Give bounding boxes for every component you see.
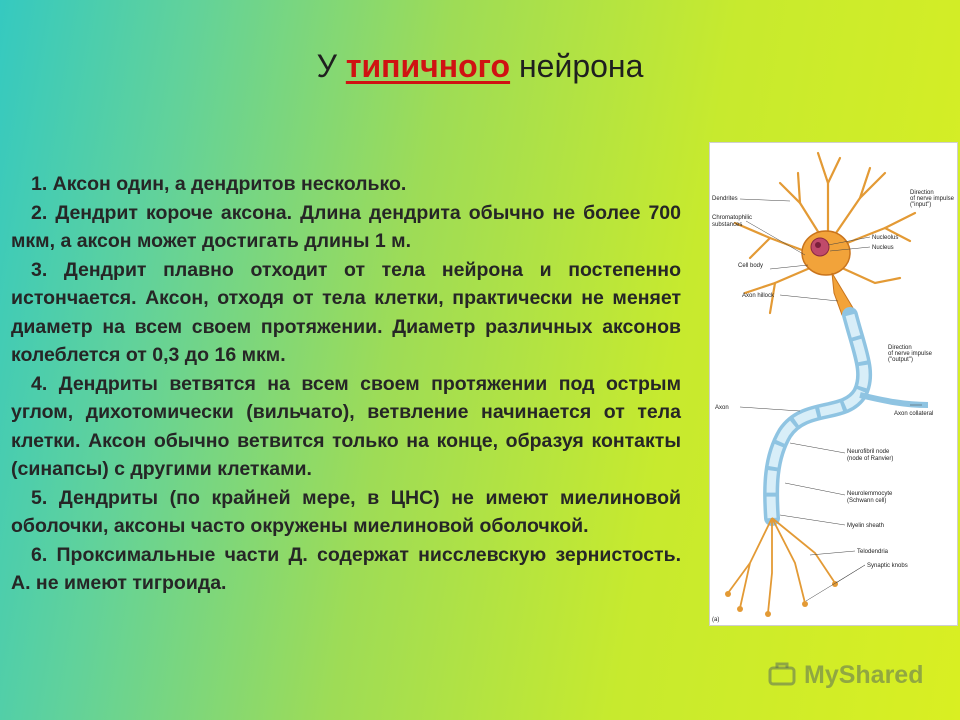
title-prefix: У: [316, 48, 337, 84]
label-cell-body: Cell body: [738, 263, 764, 269]
label-nucleolus: Nucleolus: [872, 235, 899, 241]
label-chromatophilic: Chromatophilic: [712, 215, 753, 221]
paragraph-2: 2. Дендрит короче аксона. Длина дендрита обычно не более 700 мкм, а аксон может достигать длины 1 м.: [11, 201, 681, 252]
label-myelin-sheath: Myelin sheath: [847, 523, 885, 529]
label-direction-output: Direction: [888, 345, 912, 351]
title-suffix: нейрона: [518, 48, 644, 84]
watermark-text: MyShared: [804, 660, 924, 689]
label-panel-letter: (a): [712, 617, 720, 623]
label-direction-output-2: of nerve impulse: [888, 351, 933, 357]
telodendria-shape: [728, 518, 835, 613]
label-nucleus: Nucleus: [872, 245, 894, 251]
label-neurofibril-node: Neurofibril node: [847, 449, 890, 455]
label-direction-input: Direction: [910, 190, 934, 196]
label-axon: Axon: [715, 405, 729, 411]
slide-title: [0, 44, 960, 88]
label-direction-output-3: ("output"): [888, 357, 913, 363]
body-text: [11, 170, 681, 598]
myshared-logo-icon: [768, 660, 798, 690]
paragraph-4: 4. Дендриты ветвятся на всем своем протяжении под острым углом, дихотомически (вильчато), ветвление начинается от тела клетки. Аксон обычно ветвится только на конце, образуя контакты (синапсы) с другими клетками.: [11, 372, 681, 480]
label-axon-hillock: Axon hillock: [742, 293, 775, 299]
label-axon-collateral: Axon collateral: [894, 411, 934, 417]
paragraph-6: 6. Проксимальные части Д. содержат нисслевскую зернистость. А. не имеют тигроида.: [11, 543, 681, 594]
label-telodendria: Telodendria: [857, 549, 889, 555]
label-chromatophilic-2: substances: [712, 222, 743, 228]
label-dendrites: Dendrites: [712, 196, 738, 202]
watermark: [768, 656, 938, 694]
label-direction-input-2: of nerve impulse: [910, 196, 955, 202]
label-neurolemmocyte: Neurolemmocyte: [847, 491, 893, 497]
label-neurofibril-node-2: (node of Ranvier): [847, 456, 894, 462]
paragraph-3: 3. Дендрит плавно отходит от тела нейрона и постепенно истончается. Аксон, отходя от тела клетки, практически не меняет диаметр на всем своем протяжении. Диаметр различных аксонов колеблется от 0,3 до 16 мкм.: [11, 258, 681, 366]
label-direction-input-3: ("input"): [910, 202, 932, 208]
paragraph-1: 1. Аксон один, а дендритов несколько.: [31, 173, 407, 195]
label-neurolemmocyte-2: (Schwann cell): [847, 498, 887, 504]
label-synaptic-knobs: Synaptic knobs: [867, 563, 908, 569]
axon-collateral-shape: [860, 395, 928, 405]
nucleolus-shape: [815, 242, 821, 248]
title-highlight: типичного: [345, 48, 511, 84]
neuron-diagram: [709, 142, 958, 626]
neuron-illustration: [710, 143, 957, 625]
paragraph-5: 5. Дендриты (по крайней мере, в ЦНС) не имеют миелиновой оболочки, аксоны часто окружены миелиновой оболочкой.: [11, 486, 681, 537]
myelin-sheath-shape: [771, 315, 864, 518]
